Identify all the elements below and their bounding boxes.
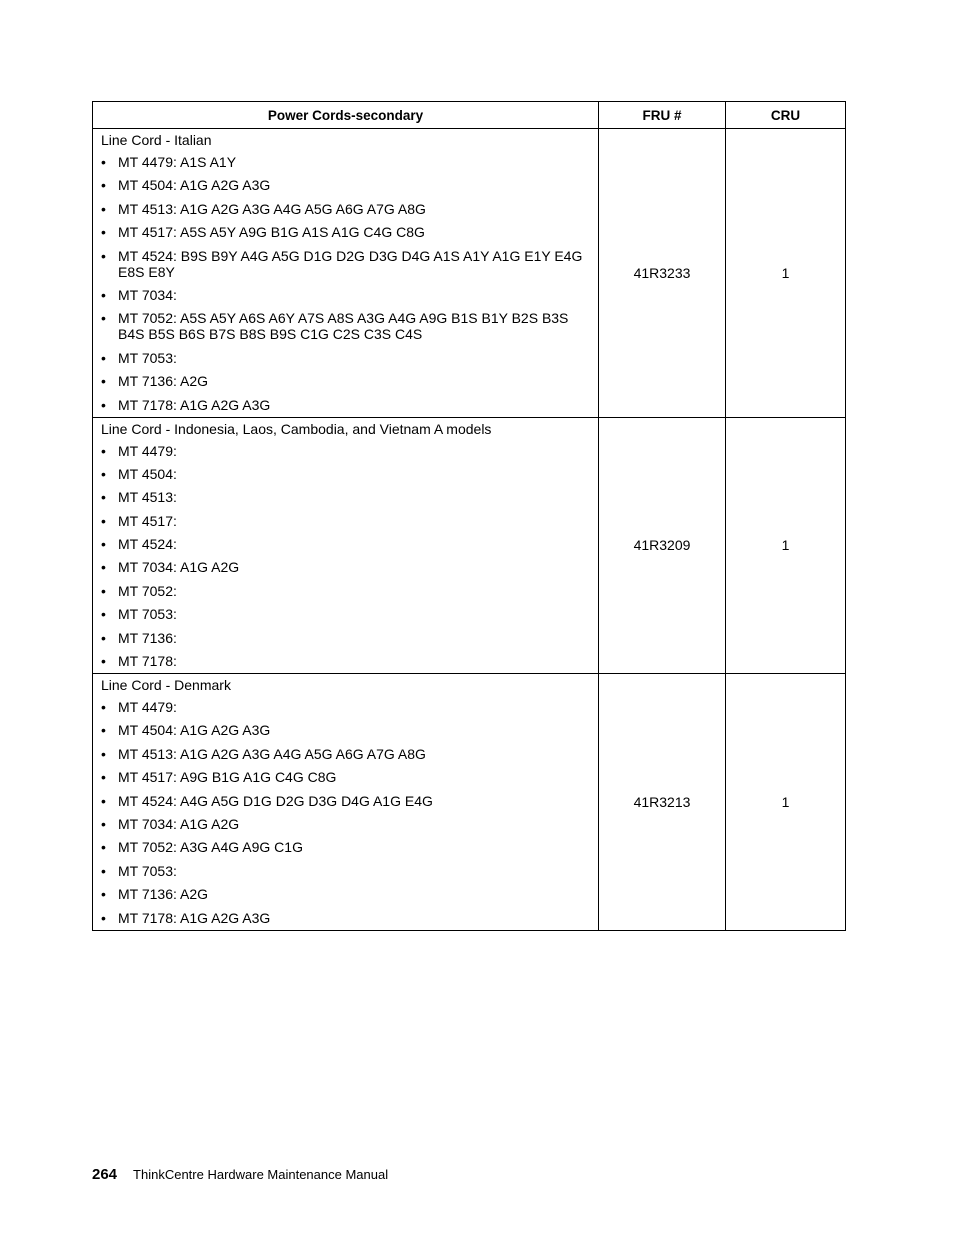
- power-cords-table: [92, 101, 846, 931]
- list-item: • MT 7034: A1G A2G: [101, 559, 590, 575]
- list-item: • MT 4504: A1G A2G A3G: [101, 177, 590, 193]
- list-item: • MT 4513:: [101, 489, 590, 505]
- list-item: • MT 4479:: [101, 699, 590, 715]
- table-row: [93, 674, 846, 931]
- list-item: • MT 4513: A1G A2G A3G A4G A5G A6G A7G A8G: [101, 201, 590, 217]
- list-item: • MT 4524: B9S B9Y A4G A5G D1G D2G D3G D4G A1S A1Y A1G E1Y E4G E8S E8Y: [101, 248, 590, 280]
- cord-title: Line Cord - Denmark: [101, 677, 231, 694]
- list-item: • MT 4479:: [101, 443, 590, 459]
- list-item: • MT 4524: A4G A5G D1G D2G D3G D4G A1G E4G: [101, 793, 590, 809]
- list-item: • MT 4513: A1G A2G A3G A4G A5G A6G A7G A8G: [101, 746, 590, 762]
- header-fru: FRU #: [599, 102, 726, 129]
- list-item: • MT 7052:: [101, 583, 590, 599]
- header-description: Power Cords-secondary: [93, 102, 599, 129]
- list-item: • MT 4517:: [101, 513, 590, 529]
- cord-title: Line Cord - Italian: [101, 132, 212, 148]
- page-number: 264: [92, 1166, 118, 1183]
- fru-number: 41R3213: [599, 674, 726, 931]
- cru-tier: 1: [726, 674, 846, 931]
- list-item: • MT 4504: A1G A2G A3G: [101, 722, 590, 738]
- cord-description-cell: [93, 674, 599, 931]
- list-item: • MT 4517: A5S A5Y A9G B1G A1S A1G C4G C8G: [101, 224, 590, 240]
- list-item: • MT 7136: A2G: [101, 373, 590, 389]
- list-item: • MT 7136:: [101, 630, 590, 646]
- header-cru: CRU: [726, 102, 846, 129]
- cord-description-cell: [93, 417, 599, 674]
- list-item: • MT 4479: A1S A1Y: [101, 154, 590, 170]
- list-item: • MT 7178: A1G A2G A3G: [101, 397, 590, 413]
- list-item: • MT 7178: A1G A2G A3G: [101, 910, 590, 926]
- list-item: • MT 7178:: [101, 653, 590, 669]
- cord-title: Line Cord - Indonesia, Laos, Cambodia, and Vietnam A models: [101, 420, 492, 437]
- machine-type-list: [101, 443, 590, 670]
- cru-tier: 1: [726, 417, 846, 674]
- fru-number: 41R3209: [599, 417, 726, 674]
- table-row: [93, 417, 846, 674]
- list-item: • MT 7053:: [101, 350, 590, 366]
- page-footer: [92, 1166, 388, 1183]
- table-row: [93, 129, 846, 418]
- list-item: • MT 7052: A3G A4G A9G C1G: [101, 839, 590, 855]
- list-item: • MT 4504:: [101, 466, 590, 482]
- table-header-row: [93, 102, 846, 129]
- fru-number: 41R3233: [599, 129, 726, 418]
- machine-type-list: [101, 154, 590, 413]
- list-item: • MT 7034: A1G A2G: [101, 816, 590, 832]
- manual-title: ThinkCentre Hardware Maintenance Manual: [133, 1167, 389, 1182]
- list-item: • MT 7052: A5S A5Y A6S A6Y A7S A8S A3G A4G A9G B1S B1Y B2S B3S B4S B5S B6S B7S B8S B9S C1G C2S C3S C4S: [101, 310, 590, 342]
- list-item: • MT 7053:: [101, 863, 590, 879]
- list-item: • MT 4517: A9G B1G A1G C4G C8G: [101, 769, 590, 785]
- machine-type-list: [101, 699, 590, 926]
- list-item: • MT 7053:: [101, 606, 590, 622]
- cru-tier: 1: [726, 129, 846, 418]
- list-item: • MT 7034:: [101, 287, 590, 303]
- list-item: • MT 7136: A2G: [101, 886, 590, 902]
- table-body: [93, 129, 846, 931]
- cord-description-cell: [93, 129, 599, 418]
- list-item: • MT 4524:: [101, 536, 590, 552]
